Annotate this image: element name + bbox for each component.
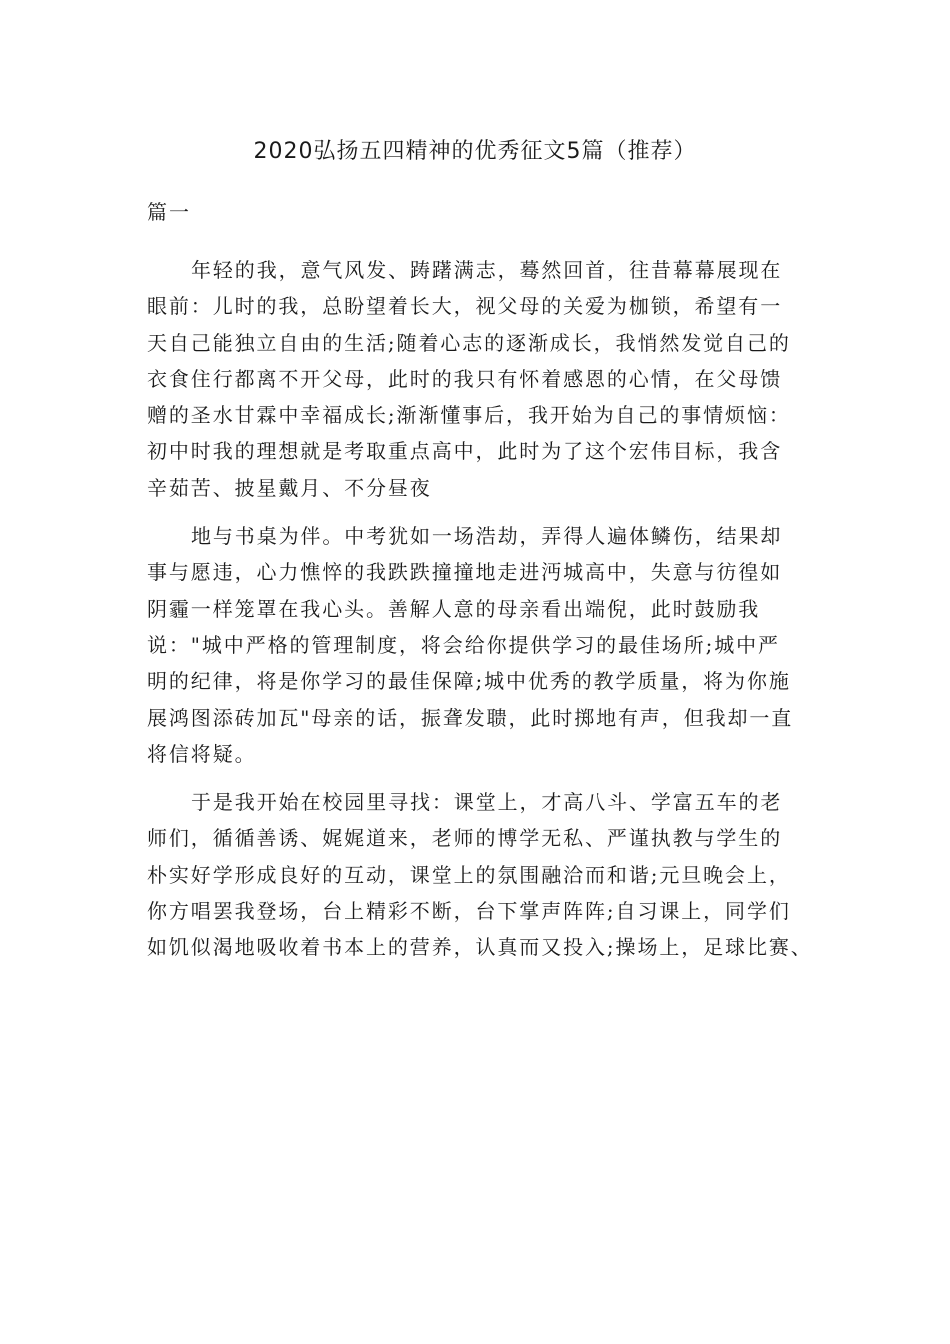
text-line: 天自己能独立自由的生活;随着心志的逐渐成长，我悄然发觉自己的	[147, 330, 791, 355]
text-line: 赠的圣水甘霖中幸福成长;渐渐懂事后，我开始为自己的事情烦恼：	[147, 403, 791, 428]
text-line: 师们，循循善诱、娓娓道来，老师的博学无私、严谨执教与学生的	[147, 826, 783, 851]
text-line: 阴霾一样笼罩在我心头。善解人意的母亲看出端倪，此时鼓励我	[147, 596, 761, 621]
section-label: 篇一	[147, 200, 191, 224]
text-line: 将信将疑。	[147, 741, 257, 766]
text-line: 展鸿图添砖加瓦"母亲的话，振聋发聩，此时掷地有声，但我却一直	[147, 705, 794, 730]
text-line: 说："城中严格的管理制度，将会给你提供学习的最佳场所;城中严	[147, 632, 780, 657]
paragraph-3	[147, 784, 827, 965]
text-line: 如饥似渴地吸收着书本上的营养，认真而又投入;操场上，足球比赛、	[147, 935, 813, 960]
document-body	[147, 252, 827, 978]
text-line: 明的纪律，将是你学习的最佳保障;城中优秀的教学质量，将为你施	[147, 669, 791, 694]
text-line: 地与书桌为伴。中考犹如一场浩劫，弄得人遍体鳞伤，结果却	[191, 524, 783, 549]
text-line: 初中时我的理想就是考取重点高中，此时为了这个宏伟目标，我含	[147, 439, 783, 464]
document-title: 2020弘扬五四精神的优秀征文5篇（推荐）	[253, 139, 697, 164]
paragraph-2	[147, 518, 827, 772]
text-line: 衣食住行都离不开父母，此时的我只有怀着感恩的心情，在父母馈	[147, 366, 783, 391]
text-line: 眼前：儿时的我，总盼望着长大，视父母的关爱为枷锁，希望有一	[147, 294, 783, 319]
text-line: 于是我开始在校园里寻找：课堂上，才高八斗、学富五车的老	[191, 790, 783, 815]
text-line: 事与愿违，心力憔悴的我跌跌撞撞地走进沔城高中，失意与彷徨如	[147, 560, 783, 585]
paragraph-1	[147, 252, 827, 506]
text-line: 年轻的我，意气风发、踌躇满志，蓦然回首，往昔幕幕展现在	[191, 258, 783, 282]
text-line: 辛茹苦、披星戴月、不分昼夜	[147, 475, 432, 500]
text-line: 你方唱罢我登场，台上精彩不断，台下掌声阵阵;自习课上，同学们	[147, 899, 791, 924]
text-line: 朴实好学形成良好的互动，课堂上的氛围融洽而和谐;元旦晚会上，	[147, 862, 791, 887]
